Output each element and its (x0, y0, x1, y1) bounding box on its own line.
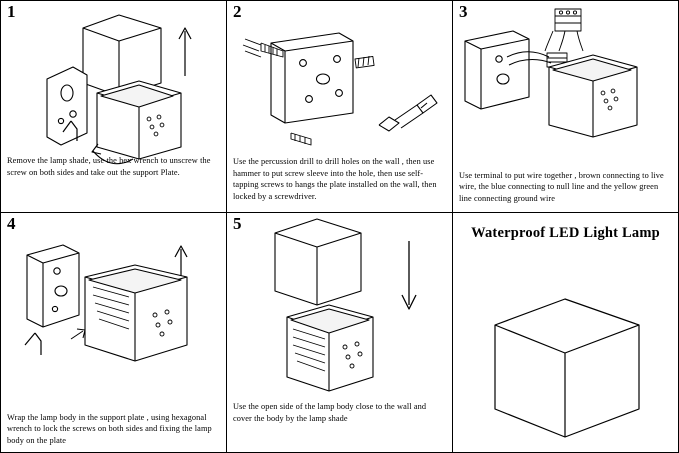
step-1-illustration (1, 1, 226, 212)
step-panel-2 (226, 0, 453, 213)
step-2-caption: Use the percussion drill to drill holes on the wall , then use hammer to put screw sleeve into the hole, then use self-tapping screws to hangs the plate installed on the wall, then locked by a screwdriver. (233, 157, 437, 201)
step-4-caption: Wrap the lamp body in the support plate , using hexagonal wrench to lock the screws on both sides and fixing the lamp body on the plate (7, 412, 212, 445)
step-number-2: 2 (233, 2, 242, 21)
step-5-caption: Use the open side of the lamp body close to the wall and cover the body by the lamp shade (233, 402, 427, 423)
step-number-3: 3 (459, 2, 468, 21)
finished-lamp-illustration (453, 213, 678, 452)
step-3-caption: Use terminal to put wire together , brown connecting to live wire, the blue connecting to null line and the yellow green line connecting ground wire (459, 170, 664, 203)
page-title: Waterproof LED Light Lamp (471, 225, 660, 241)
step-panel-5 (226, 212, 453, 453)
step-1-caption: Remove the lamp shade, use the hex wrench to unscrew the screw on both sides and take out the support Plate. (7, 156, 211, 177)
final-product-panel (452, 212, 679, 453)
step-number-4: 4 (7, 214, 16, 233)
step-panel-4 (0, 212, 227, 453)
step-number-5: 5 (233, 214, 242, 233)
step-panel-3 (452, 0, 679, 213)
step-number-1: 1 (7, 2, 16, 21)
step-panel-1 (0, 0, 227, 213)
